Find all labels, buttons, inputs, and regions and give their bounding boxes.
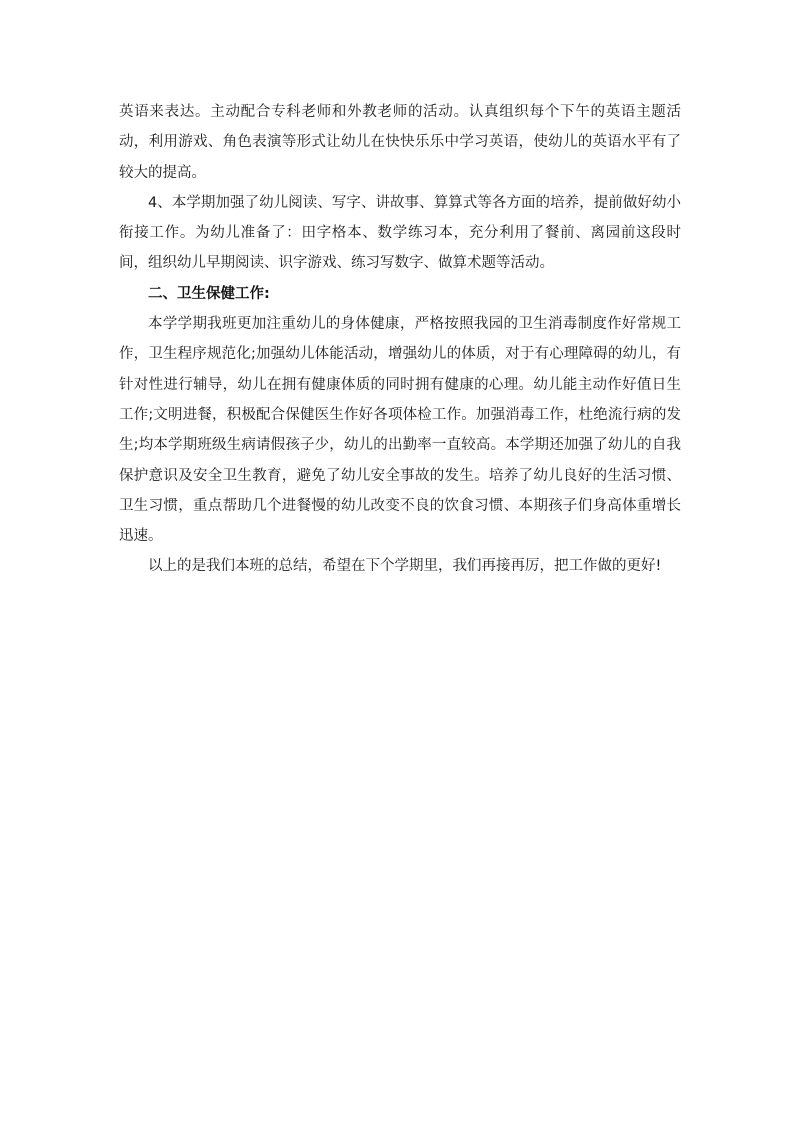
paragraph-reading-writing: 4、本学期加强了幼儿阅读、写字、讲故事、算算式等各方面的培养，提前做好幼小衔接工作。为幼儿准备了：田字格本、数学练习本，充分利用了餐前、离园前这段时间，组织幼儿早期阅读、识字游戏、练习写数字、做算术题等活动。 <box>119 194 681 272</box>
section-heading-health-care: 二、卫生保健工作: <box>148 285 270 302</box>
paragraph-english-activities: 英语来表达。主动配合专科老师和外教老师的活动。认真组织每个下午的英语主题活动，利用游戏、角色表演等形式让幼儿在快快乐乐中学习英语，使幼儿的英语水平有了较大的提高。 <box>119 104 681 181</box>
paragraph-health-care: 本学学期我班更加注重幼儿的身体健康，严格按照我园的卫生消毒制度作好常规工作，卫生程序规范化;加强幼儿体能活动，增强幼儿的体质，对于有心理障碍的幼儿，有针对性进行辅导，幼儿在拥有健康体质的同时拥有健康的心理。幼儿能主动作好值日生工作;文明进餐，积极配合保健医生作好各项体检工作。加强消毒工作，杜绝流行病的发生;均本学期班级生病请假孩子少，幼儿的出勤率一直较高。本学期还加强了幼儿的自我保护意识及安全卫生教育，避免了幼儿安全事故的发生。培养了幼儿良好的生活习惯、卫生习惯，重点帮助几个进餐慢的幼儿改变不良的饮食习惯、本期孩子们身高体重增长迅速。 <box>119 316 681 545</box>
document-body <box>119 97 681 582</box>
paragraph-conclusion: 以上的是我们本班的总结，希望在下个学期里，我们再接再厉，把工作做的更好! <box>148 558 662 575</box>
